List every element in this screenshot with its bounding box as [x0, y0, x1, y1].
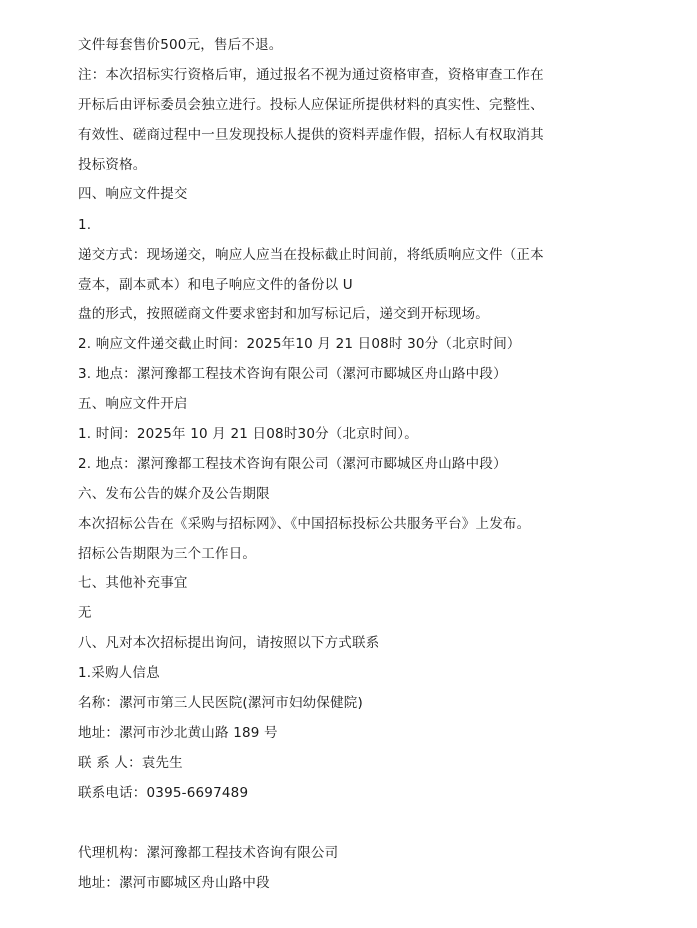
- text-line: 递交方式：现场递交，响应人应当在投标截止时间前，将纸质响应文件（正本: [78, 247, 544, 263]
- text-line: 地址：漯河市郾城区舟山路中段: [78, 875, 270, 891]
- text-line: 1. 时间：2025年 10 月 21 日08时30分（北京时间）。: [78, 426, 418, 442]
- section-heading: 四、响应文件提交: [78, 186, 188, 202]
- text-line: 本次招标公告在《采购与招标网》、《中国招标投标公共服务平台》上发布。: [78, 516, 531, 532]
- text-line: 开标后由评标委员会独立进行。投标人应保证所提供材料的真实性、完整性、: [78, 97, 544, 113]
- text-line: 2. 响应文件递交截止时间：2025年10 月 21 日08时 30分（北京时间）: [78, 336, 521, 352]
- section-heading: 五、响应文件开启: [78, 396, 188, 412]
- text-line: 无: [78, 605, 92, 621]
- text-line: 联系电话：0395-6697489: [78, 785, 249, 801]
- section-heading: 八、凡对本次招标提出询问，请按照以下方式联系: [78, 635, 380, 651]
- text-line: 地址：漯河市沙北黄山路 189 号: [78, 725, 278, 741]
- text-line: 盘的形式，按照磋商文件要求密封和加写标记后，递交到开标现场。: [78, 306, 489, 322]
- text-line: 2. 地点：漯河豫都工程技术咨询有限公司（漯河市郾城区舟山路中段）: [78, 456, 507, 472]
- text-line: 投标资格。: [78, 157, 147, 173]
- text-line: 联 系 人：袁先生: [78, 755, 183, 771]
- text-line: 有效性、磋商过程中一旦发现投标人提供的资料弄虚作假，招标人有权取消其: [78, 127, 544, 143]
- text-line: 招标公告期限为三个工作日。: [78, 546, 257, 562]
- section-heading: 六、发布公告的媒介及公告期限: [78, 486, 270, 502]
- text-line: 3. 地点：漯河豫都工程技术咨询有限公司（漯河市郾城区舟山路中段）: [78, 366, 507, 382]
- text-line: 名称：漯河市第三人民医院(漯河市妇幼保健院): [78, 695, 363, 711]
- text-line: 1.: [78, 217, 92, 233]
- text-line: 文件每套售价500元，售后不退。: [78, 37, 283, 53]
- text-line: 代理机构：漯河豫都工程技术咨询有限公司: [78, 845, 339, 861]
- text-line: 注：本次招标实行资格后审，通过报名不视为通过资格审查，资格审查工作在: [78, 67, 544, 83]
- text-line: 1.采购人信息: [78, 665, 160, 681]
- section-heading: 七、其他补充事宜: [78, 575, 188, 591]
- text-line: 壹本，副本贰本）和电子响应文件的备份以 U: [78, 277, 353, 293]
